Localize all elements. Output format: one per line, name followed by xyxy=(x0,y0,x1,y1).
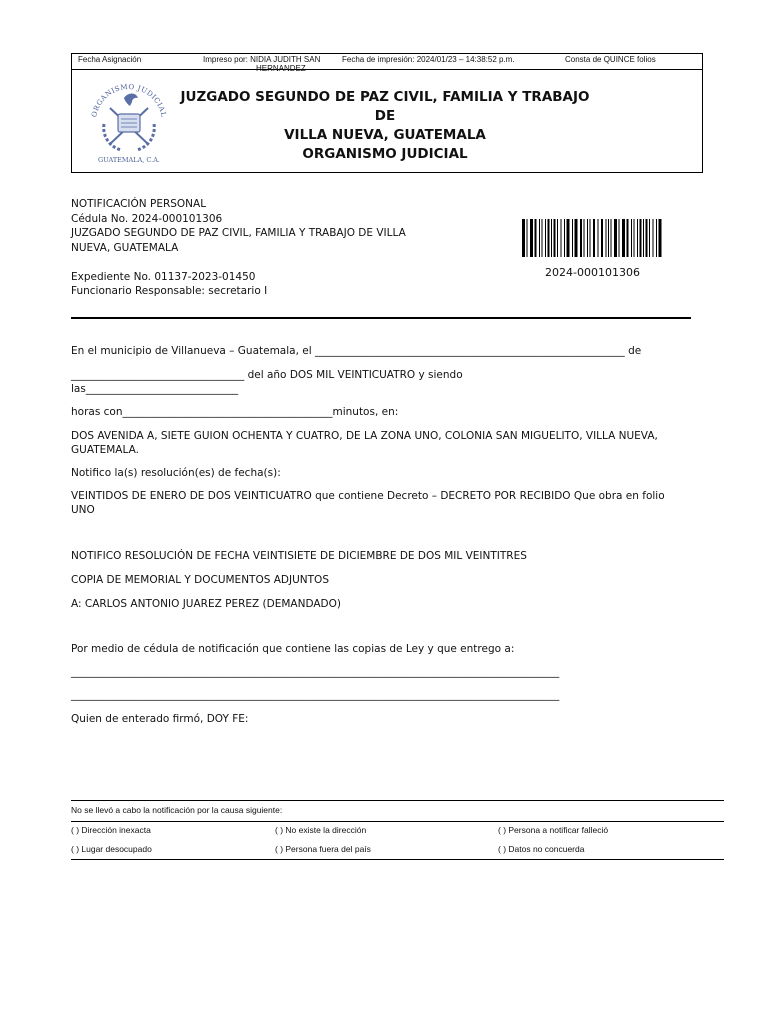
svg-text:GUATEMALA, C.A.: GUATEMALA, C.A. xyxy=(98,156,160,164)
section-divider xyxy=(71,317,691,319)
notifico-resolucion-fecha: NOTIFICO RESOLUCIÓN DE FECHA VEINTISIETE DE DICIEMBRE DE DOS MIL VEINTITRES xyxy=(71,550,527,562)
juzgado-line-2: NUEVA, GUATEMALA xyxy=(71,242,179,254)
option-no-existe-direccion: ( ) No existe la dirección xyxy=(275,825,367,835)
court-title xyxy=(170,88,600,164)
court-line-3: ORGANISMO JUDICIAL xyxy=(302,146,468,162)
blank-recipient-line-2: _____________________________________________________________________________________________ xyxy=(71,689,560,701)
doy-fe: Quien de enterado firmó, DOY FE: xyxy=(71,713,249,725)
direccion-line-1: DOS AVENIDA A, SIETE GUION OCHENTA Y CUATRO, DE LA ZONA UNO, COLONIA SAN MIGUELITO, VILLA NUEVA, xyxy=(71,430,658,442)
consta-folios: Consta de QUINCE folios xyxy=(565,55,656,64)
barcode xyxy=(520,219,665,259)
municipio-line: En el municipio de Villanueva – Guatemala, el ___________________________________________________________ de xyxy=(71,345,642,357)
court-line-2: VILLA NUEVA, GUATEMALA xyxy=(284,127,486,143)
fecha-asignacion: Fecha Asignación xyxy=(78,55,142,64)
footer-bottom-rule xyxy=(71,859,724,860)
por-medio-cedula: Por medio de cédula de notificación que contiene las copias de Ley y que entrego a: xyxy=(71,643,515,655)
destinatario: A: CARLOS ANTONIO JUAREZ PEREZ (DEMANDADO) xyxy=(71,598,341,610)
copia-memorial: COPIA DE MEMORIAL Y DOCUMENTOS ADJUNTOS xyxy=(71,574,329,586)
impreso-por-cont: HERNANDEZ xyxy=(256,64,306,73)
resolucion-line-1: VEINTIDOS DE ENERO DE DOS VEINTICUATRO que contiene Decreto – DECRETO POR RECIBIDO Que obra en folio xyxy=(71,490,665,502)
funcionario-responsable: Funcionario Responsable: secretario I xyxy=(71,285,268,297)
footer-top-rule xyxy=(71,800,724,801)
notifico-resoluciones: Notifico la(s) resolución(es) de fecha(s): xyxy=(71,467,281,479)
resolucion-line-2: UNO xyxy=(71,504,95,516)
cedula-number: Cédula No. 2024-000101306 xyxy=(71,213,223,225)
option-persona-fallecio: ( ) Persona a notificar falleció xyxy=(498,825,609,835)
expediente-number: Expediente No. 01137-2023-01450 xyxy=(71,271,256,283)
blank-recipient-line-1: _____________________________________________________________________________________________ xyxy=(71,666,560,678)
option-lugar-desocupado: ( ) Lugar desocupado xyxy=(71,844,152,854)
option-datos-no-concuerda: ( ) Datos no concuerda xyxy=(498,844,585,854)
svg-text:ORGANISMO JUDICIAL: ORGANISMO JUDICIAL xyxy=(90,82,168,118)
las-line: las_____________________________ xyxy=(71,383,239,395)
court-line-1: JUZGADO SEGUNDO DE PAZ CIVIL, FAMILIA Y TRABAJO DE xyxy=(180,89,590,124)
direccion-line-2: GUATEMALA. xyxy=(71,444,139,456)
header-separator xyxy=(71,69,703,70)
impreso-por: Impreso por: NIDIA JUDITH SAN xyxy=(203,55,321,64)
fecha-impresion: Fecha de impresión: 2024/01/23 – 14:38:52 p.m. xyxy=(342,55,515,64)
footer-mid-rule xyxy=(71,821,724,822)
notice-title: NOTIFICACIÓN PERSONAL xyxy=(71,198,207,210)
juzgado-line-1: JUZGADO SEGUNDO DE PAZ CIVIL, FAMILIA Y TRABAJO DE VILLA xyxy=(71,227,406,239)
barcode-number: 2024-000101306 xyxy=(545,266,640,279)
anio-line: _________________________________ del año DOS MIL VEINTICUATRO y siendo xyxy=(71,369,463,381)
option-direccion-inexacta: ( ) Dirección inexacta xyxy=(71,825,151,835)
causa-title: No se llevó a cabo la notificación por la causa siguiente: xyxy=(71,805,283,815)
organismo-judicial-seal xyxy=(88,78,170,164)
option-persona-fuera-pais: ( ) Persona fuera del país xyxy=(275,844,371,854)
horas-line: horas con________________________________________minutos, en: xyxy=(71,406,399,418)
